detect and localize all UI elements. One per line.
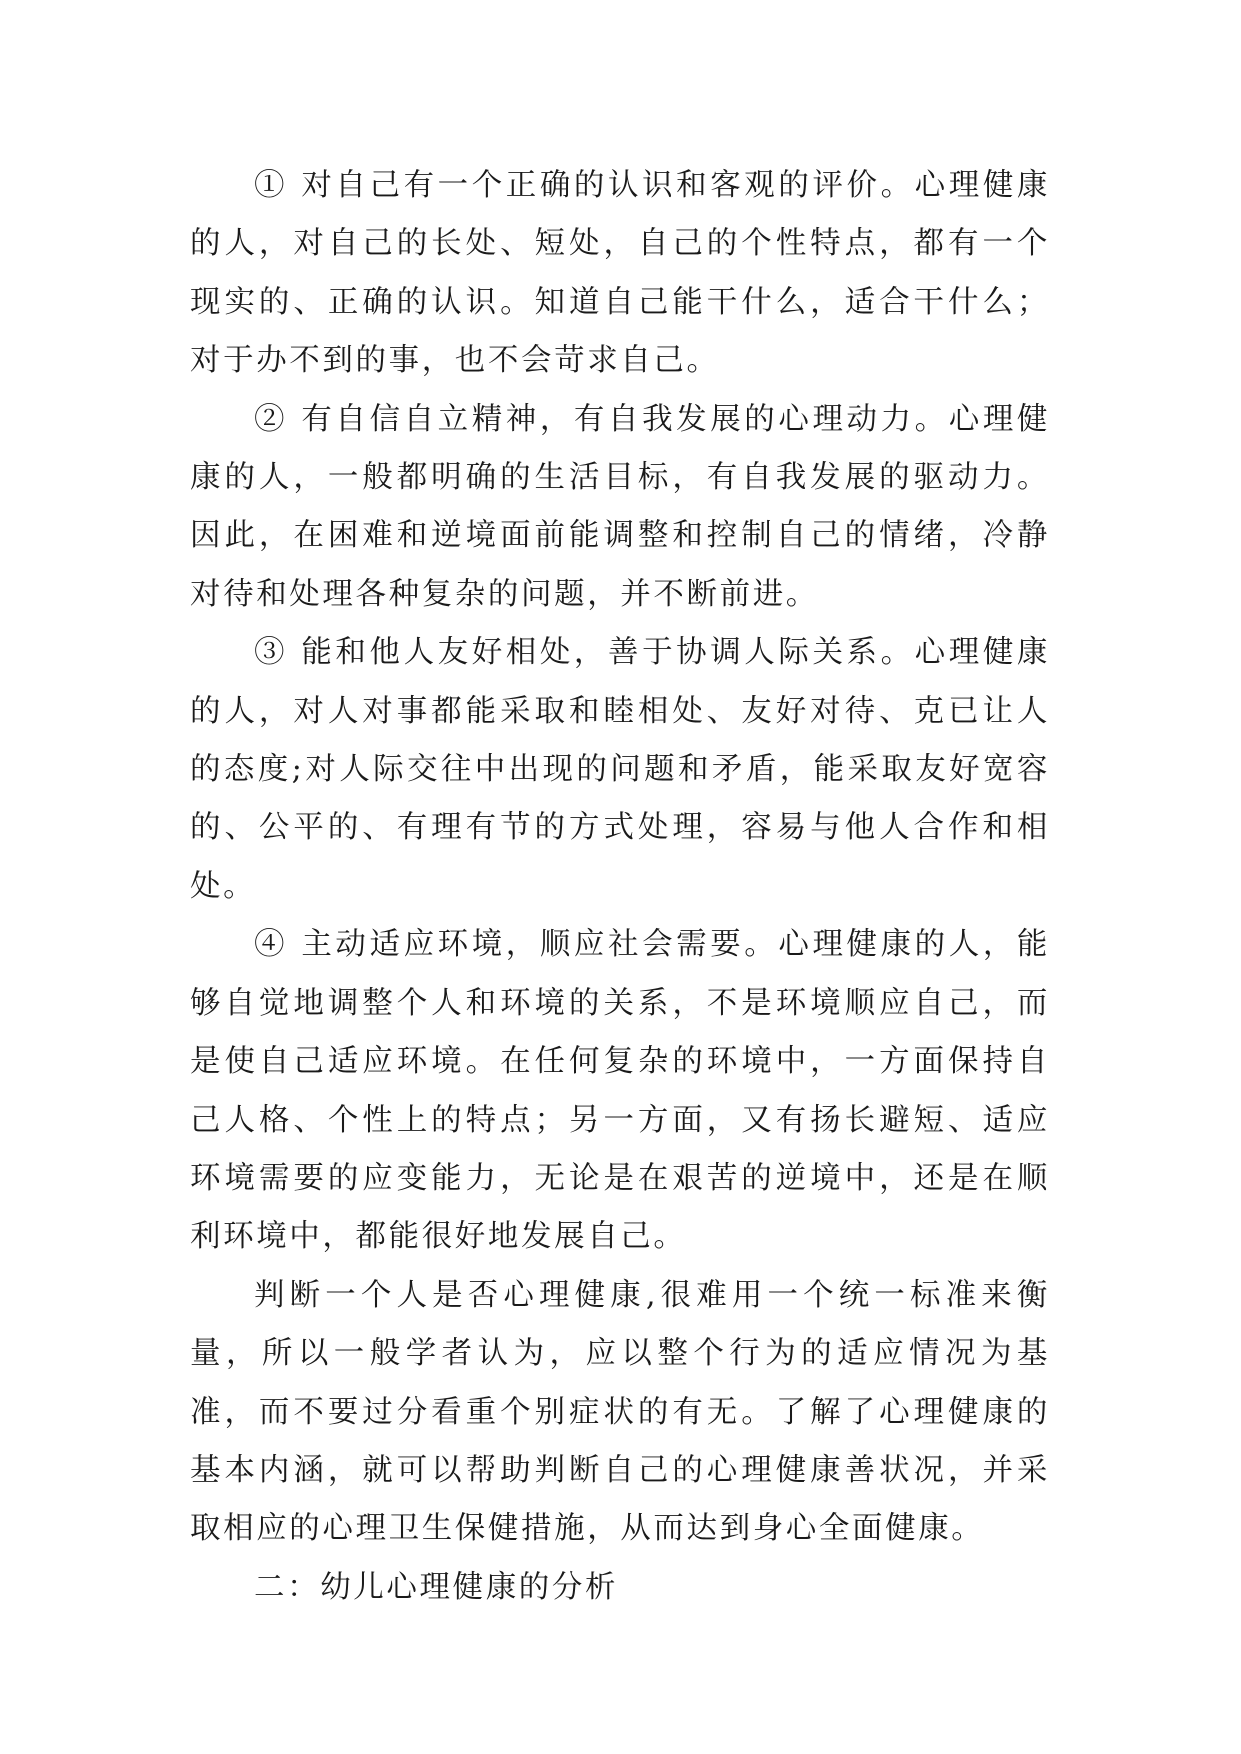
section-heading: 二：幼儿心理健康的分析 xyxy=(254,1569,619,1605)
paragraph-criterion-4: ④ 主动适应环境，顺应社会需要。心理健康的人，能够自觉地调整个人和环境的关系，不是环境顺应自己，而是使自己适应环境。在任何复杂的环境中，一方面保持自己人格、个性上的特点；另一方面，又有扬长避短、适应环境需要的应变能力，无论是在艰苦的逆境中，还是在顺利环境中，都能很好地发展自己。 xyxy=(190,927,1050,1255)
body-text xyxy=(190,157,1050,1617)
paragraph-criterion-2: ② 有自信自立精神，有自我发展的心理动力。心理健康的人，一般都明确的生活目标，有自我发展的驱动力。因此，在困难和逆境面前能调整和控制自己的情绪，冷静对待和处理各种复杂的问题，并不断前进。 xyxy=(190,401,1050,612)
paragraph-summary: 判断一个人是否心理健康,很难用一个统一标准来衡量，所以一般学者认为，应以整个行为的适应情况为基准，而不要过分看重个别症状的有无。了解了心理健康的基本内涵，就可以帮助判断自己的心理健康善状况，并采取相应的心理卫生保健措施，从而达到身心全面健康。 xyxy=(190,1277,1050,1547)
paragraph-criterion-3: ③ 能和他人友好相处，善于协调人际关系。心理健康的人，对人对事都能采取和睦相处、友好对待、克已让人的态度;对人际交往中出现的问题和矛盾，能采取友好宽容的、公平的、有理有节的方式处理，容易与他人合作和相处。 xyxy=(190,635,1050,904)
paragraph-criterion-1: ① 对自己有一个正确的认识和客观的评价。心理健康的人，对自己的长处、短处，自己的个性特点，都有一个现实的、正确的认识。知道自己能干什么，适合干什么；对于办不到的事，也不会苛求自己。 xyxy=(190,168,1050,379)
